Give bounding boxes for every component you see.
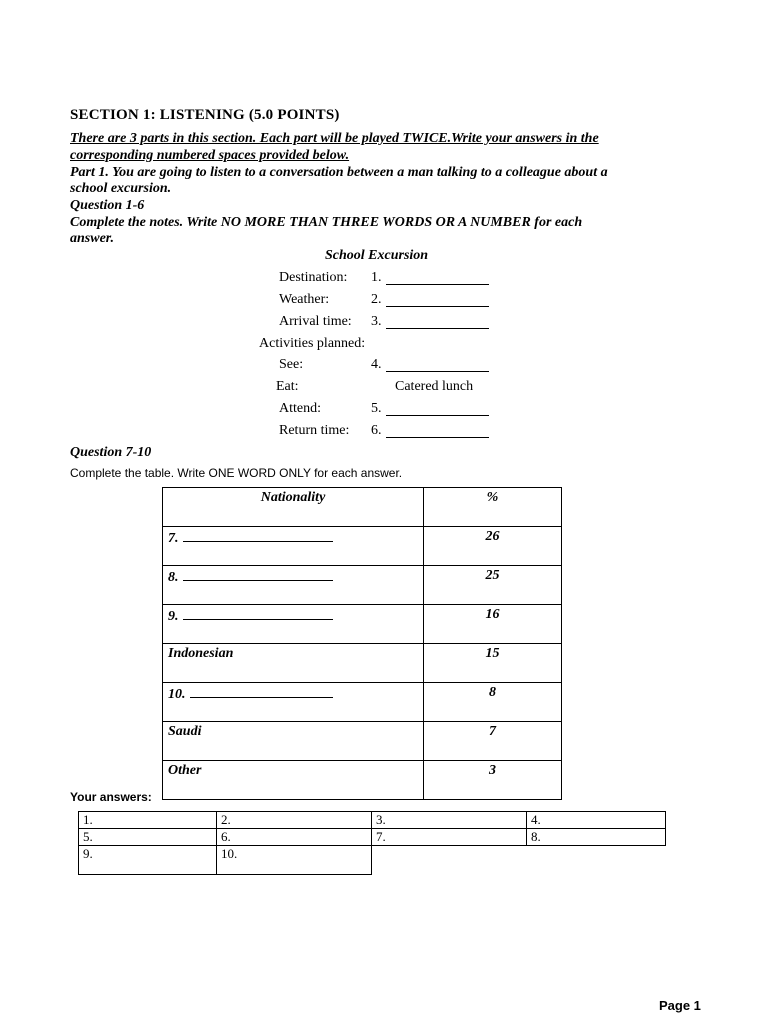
note-label: Arrival time: (279, 314, 352, 329)
note-row-eat (0, 379, 768, 397)
note-label: Activities planned: (259, 336, 366, 351)
answer-blank-4[interactable] (386, 357, 489, 372)
answers-label: Your answers: (70, 790, 152, 804)
note-number: 2. (371, 292, 382, 307)
nationality-cell: Saudi (163, 722, 424, 761)
answer-box-1[interactable]: 1. (79, 812, 217, 829)
note-label: See: (279, 357, 304, 372)
question-1-6-instruction-line-1: Complete the notes. Write NO MORE THAN THREE WORDS OR A NUMBER for each (70, 215, 583, 230)
note-row-arrival-time (0, 314, 768, 332)
percent-cell: 8 (424, 683, 562, 722)
note-number: 4. (371, 357, 382, 372)
answer-blank-1[interactable] (386, 270, 489, 285)
note-row-see (0, 357, 768, 375)
nationality-cell: Other (163, 761, 424, 800)
answer-box-3[interactable]: 3. (372, 812, 527, 829)
answer-box-10[interactable]: 10. (217, 846, 372, 875)
part1-line-2: school excursion. (70, 181, 172, 196)
answer-box-8[interactable]: 8. (527, 829, 666, 846)
table-row (163, 761, 562, 800)
nationality-cell[interactable]: 10. (163, 683, 424, 722)
table-row (163, 644, 562, 683)
answer-blank-8[interactable] (183, 568, 333, 581)
answer-box-4[interactable]: 4. (527, 812, 666, 829)
answer-box-7[interactable]: 7. (372, 829, 527, 846)
page-number: Page 1 (659, 998, 701, 1013)
header-nationality: Nationality (163, 488, 424, 527)
percent-cell: 3 (424, 761, 562, 800)
table-row (163, 722, 562, 761)
question-1-6-instruction-line-2: answer. (70, 231, 114, 246)
notes-title: School Excursion (325, 248, 429, 263)
answer-box-2[interactable]: 2. (217, 812, 372, 829)
intro-line-2: corresponding numbered spaces provided below. (70, 148, 350, 163)
note-row-attend (0, 401, 768, 419)
header-percent: % (424, 488, 562, 527)
empty-cell (527, 846, 666, 875)
percent-cell: 25 (424, 566, 562, 605)
note-label: Attend: (279, 401, 321, 416)
nationality-cell[interactable]: 8. (163, 566, 424, 605)
answer-box-9[interactable]: 9. (79, 846, 217, 875)
answer-blank-3[interactable] (386, 314, 489, 329)
answer-blank-7[interactable] (183, 529, 333, 542)
percent-cell: 7 (424, 722, 562, 761)
answer-blank-9[interactable] (183, 607, 333, 620)
note-number: 3. (371, 314, 382, 329)
nationality-cell[interactable]: 7. (163, 527, 424, 566)
intro-line-1: There are 3 parts in this section. Each part will be played TWICE.Write your answers in the (70, 131, 599, 146)
question-7-10-instruction: Complete the table. Write ONE WORD ONLY for each answer. (70, 466, 403, 480)
table-row (163, 527, 562, 566)
answer-box-5[interactable]: 5. (79, 829, 217, 846)
answer-box-6[interactable]: 6. (217, 829, 372, 846)
table-row (163, 566, 562, 605)
answers-row (79, 846, 666, 875)
nationality-cell[interactable]: 9. (163, 605, 424, 644)
table-header-row (163, 488, 562, 527)
answer-blank-6[interactable] (386, 423, 489, 438)
answer-blank-2[interactable] (386, 292, 489, 307)
question-7-10-heading: Question 7-10 (70, 445, 152, 460)
part1-line-1: Part 1. You are going to listen to a conversation between a man talking to a colleague about a (70, 165, 608, 180)
note-number: 1. (371, 270, 382, 285)
note-value: Catered lunch (395, 379, 474, 394)
nationality-table (162, 487, 562, 800)
answer-blank-10[interactable] (190, 685, 333, 698)
table-row (163, 605, 562, 644)
percent-cell: 15 (424, 644, 562, 683)
empty-cell (372, 846, 527, 875)
note-number: 5. (371, 401, 382, 416)
note-label: Weather: (279, 292, 330, 307)
answer-blank-5[interactable] (386, 401, 489, 416)
nationality-cell: Indonesian (163, 644, 424, 683)
note-row-return-time (0, 423, 768, 441)
note-row-activities-planned (0, 336, 768, 354)
note-number: 6. (371, 423, 382, 438)
percent-cell: 26 (424, 527, 562, 566)
section-title: SECTION 1: LISTENING (5.0 POINTS) (70, 107, 340, 123)
answers-row (79, 812, 666, 829)
note-label: Destination: (279, 270, 348, 285)
answers-grid (78, 811, 666, 875)
answers-row (79, 829, 666, 846)
note-label: Return time: (279, 423, 350, 438)
note-row-weather (0, 292, 768, 310)
percent-cell: 16 (424, 605, 562, 644)
note-row-destination (0, 270, 768, 288)
question-1-6-heading: Question 1-6 (70, 198, 145, 213)
table-row (163, 683, 562, 722)
note-label: Eat: (276, 379, 299, 394)
